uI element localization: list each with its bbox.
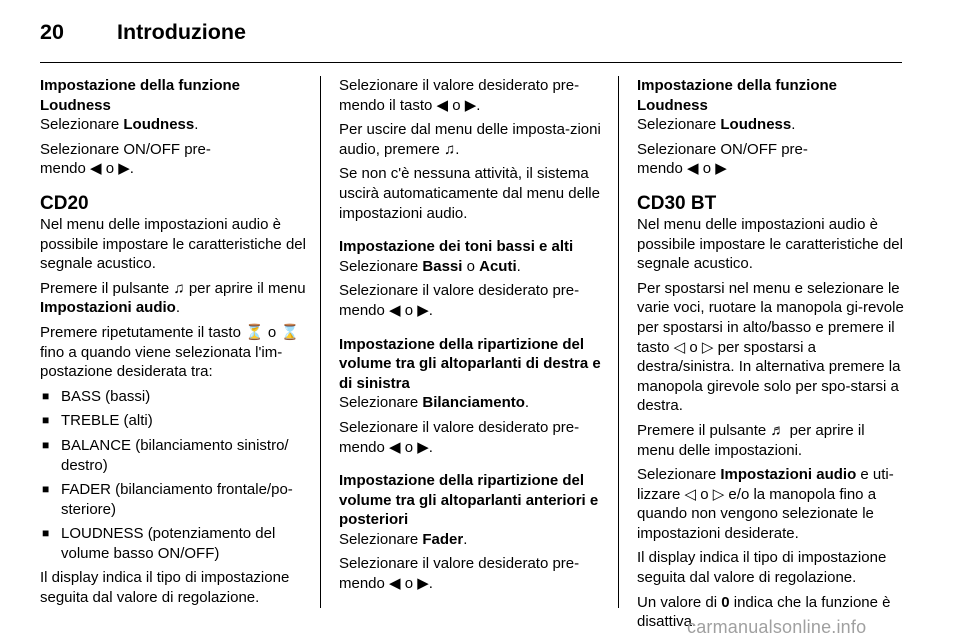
heading-cd20: CD20 <box>40 192 89 214</box>
paragraph: Per uscire dal menu delle imposta-zioni audio, premere ♫. <box>339 121 601 158</box>
paragraph: Selezionare il valore desiderato pre-mendo ◀ o ▶. <box>339 282 580 319</box>
page-title: Introduzione <box>117 20 246 44</box>
list-item: ■ BASS (bassi) <box>42 387 151 405</box>
paragraph: Il display indica il tipo di impostazione seguita dal valore di regolazione. <box>40 569 290 607</box>
paragraph: Selezionare il valore desiderato pre-mendo ◀ o ▶. <box>339 555 580 593</box>
paragraph: Premere ripetutamente il tasto ⏳ o ⌛ fino a quando viene selezionata l'im-postazione desiderata tra: <box>40 323 300 381</box>
select-bass: Selezionare Bassi o Acuti. <box>339 257 521 275</box>
bullet-icon: ■ <box>42 388 50 403</box>
paragraph: Premere il pulsante ♫ per aprire il menu Impostazioni audio. <box>40 279 306 317</box>
heading-loudness: Impostazione della funzione Loudness <box>40 77 241 114</box>
list-item: ■ TREBLE (alti) <box>42 412 153 430</box>
page-header <box>40 20 246 48</box>
paragraph: Se non c'è nessuna attività, il sistema uscirà automaticamente dal menu delle impostazioni audio. <box>339 165 600 222</box>
select-onoff: Selezionare ON/OFF pre- mendo ◀ o ▶ <box>637 140 808 178</box>
list-item: ■ FADER (bilanciamento frontale/po-steriore) <box>42 481 293 518</box>
paragraph: Selezionare il valore desiderato pre-mendo il tasto ◀ o ▶. <box>339 77 580 114</box>
bullet-icon: ■ <box>42 482 50 497</box>
column-divider-2 <box>618 76 619 608</box>
column-divider-1 <box>320 76 321 608</box>
heading-cd30bt: CD30 BT <box>637 192 717 214</box>
page-number: 20 <box>40 20 64 44</box>
bullet-icon: ■ <box>42 437 50 452</box>
column-2 <box>339 76 607 599</box>
column-1 <box>40 76 308 613</box>
heading-balance: Impostazione della ripartizione del volume tra gli altoparlanti di destra e di sinistra <box>339 335 601 392</box>
paragraph: Un valore di 0 indica che la funzione è disattiva. <box>637 593 891 631</box>
bullet-icon: ■ <box>42 526 50 541</box>
watermark: carmanualsonline.info <box>687 617 867 637</box>
select-loudness: Selezionare Loudness. <box>40 116 199 134</box>
heading-loudness: Impostazione della funzione Loudness <box>637 77 838 114</box>
select-loudness: Selezionare Loudness. <box>637 116 796 134</box>
bullet-icon: ■ <box>42 413 50 428</box>
select-fader: Selezionare Fader. <box>339 530 468 548</box>
header-rule <box>40 62 902 63</box>
select-balance: Selezionare Bilanciamento. <box>339 394 530 412</box>
heading-fader: Impostazione della ripartizione del volume tra gli altoparlanti anteriori e posteriori <box>339 472 599 529</box>
list-item: ■ BALANCE (bilanciamento sinistro/ destro) <box>42 436 289 474</box>
paragraph: Per spostarsi nel menu e selezionare le varie voci, ruotare la manopola gi-revole per spostarsi in alto/basso e premere il tasto ◁ o ▷ per spostarsi a destra/sinistra. In alternativa premere la manopola girevole solo per spo-starsi a destra. <box>637 279 904 415</box>
paragraph: Nel menu delle impostazioni audio è possibile impostare le caratteristiche del segnale acustico. <box>40 215 306 273</box>
select-onoff: Selezionare ON/OFF pre- mendo ◀ o ▶. <box>40 140 211 178</box>
paragraph: Selezionare il valore desiderato pre-mendo ◀ o ▶. <box>339 418 580 456</box>
paragraph: Nel menu delle impostazioni audio è possibile impostare le caratteristiche del segnale acustico. <box>637 215 903 273</box>
heading-bass-treble: Impostazione dei toni bassi e alti <box>339 238 574 256</box>
list-item: ■ LOUDNESS (potenziamento del volume basso ON/OFF) <box>42 525 276 562</box>
paragraph: Premere il pulsante ♬ per aprire il menu delle impostazioni. <box>637 421 865 459</box>
paragraph: Il display indica il tipo di impostazione seguita dal valore di regolazione. <box>637 549 887 587</box>
column-3 <box>637 76 905 637</box>
paragraph: Selezionare Impostazioni audio e uti-lizzare ◁ o ▷ e/o la manopola fino a quando non vengono selezionate le impostazioni desiderate. <box>637 466 894 542</box>
